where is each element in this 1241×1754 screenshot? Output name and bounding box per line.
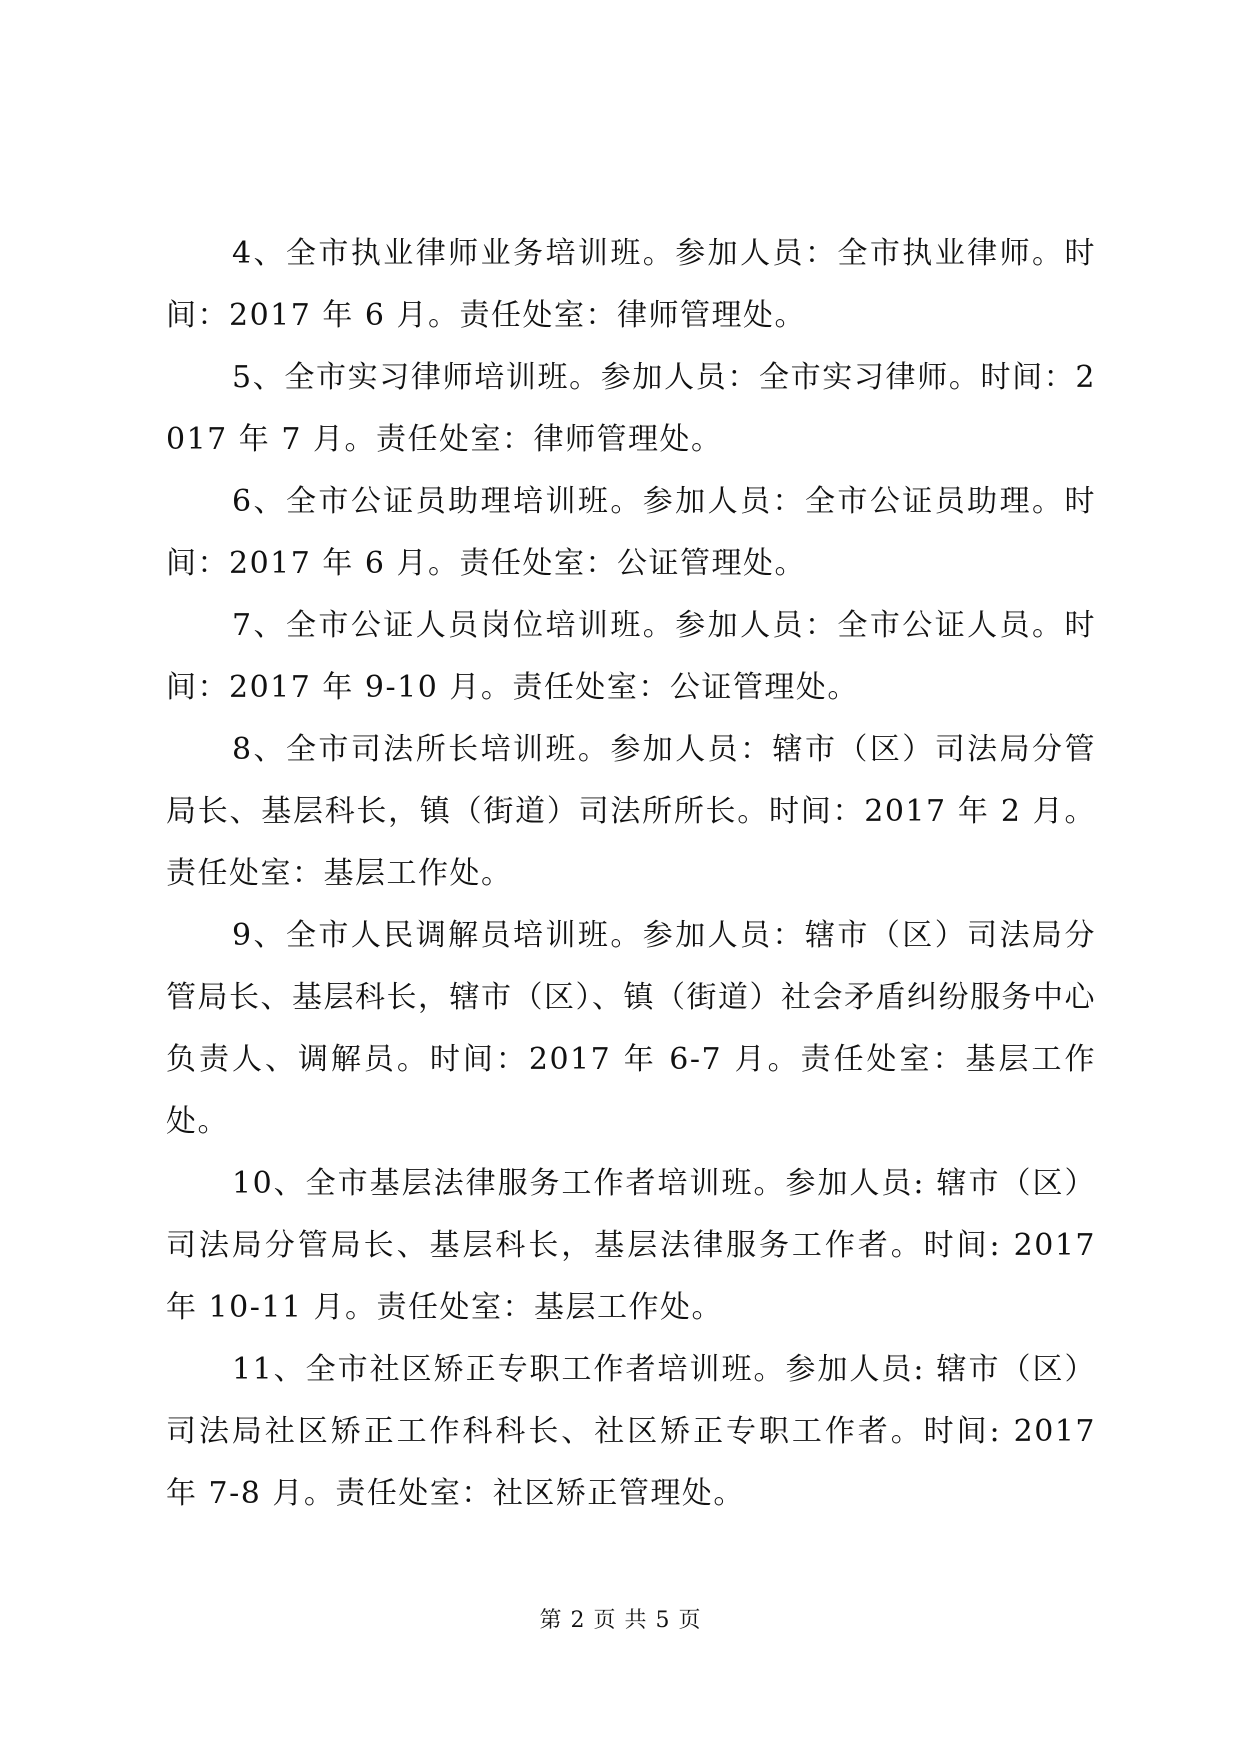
paragraph-item-5: 5、全市实习律师培训班。参加人员：全市实习律师。时间：2017 年 7 月。责任处室：律师管理处。 (166, 360, 1096, 457)
paragraph-item-6: 6、全市公证员助理培训班。参加人员：全市公证员助理。时间：2017 年 6 月。责任处室：公证管理处。 (166, 484, 1096, 581)
paragraph-item-8: 8、全市司法所长培训班。参加人员：辖市（区）司法局分管局长、基层科长，镇（街道）司法所所长。时间：2017 年 2 月。责任处室：基层工作处。 (166, 732, 1096, 891)
page-number-label: 第 2 页 共 5 页 (539, 1608, 702, 1633)
paragraph-item-11: 11、全市社区矫正专职工作者培训班。参加人员: 辖市（区）司法局社区矫正工作科科长、社区矫正专职工作者。时间: 2017 年 7-8 月。责任处室：社区矫正管理处。 (166, 1352, 1096, 1511)
paragraph-item-10: 10、全市基层法律服务工作者培训班。参加人员: 辖市（区）司法局分管局长、基层科长，基层法律服务工作者。时间: 2017 年 10-11 月。责任处室：基层工作处。 (166, 1166, 1096, 1325)
paragraph-item-9: 9、全市人民调解员培训班。参加人员：辖市（区）司法局分管局长、基层科长，辖市（区）、镇（街道）社会矛盾纠纷服务中心负责人、调解员。时间：2017 年 6-7 月。责任处室：基层工作处。 (166, 918, 1096, 1139)
document-body (166, 223, 1096, 1525)
page-footer (0, 1606, 1241, 1636)
paragraph-item-7: 7、全市公证人员岗位培训班。参加人员：全市公证人员。时间：2017 年 9-10 月。责任处室：公证管理处。 (166, 608, 1096, 705)
paragraph-item-4: 4、全市执业律师业务培训班。参加人员：全市执业律师。时间：2017 年 6 月。责任处室：律师管理处。 (166, 236, 1096, 333)
